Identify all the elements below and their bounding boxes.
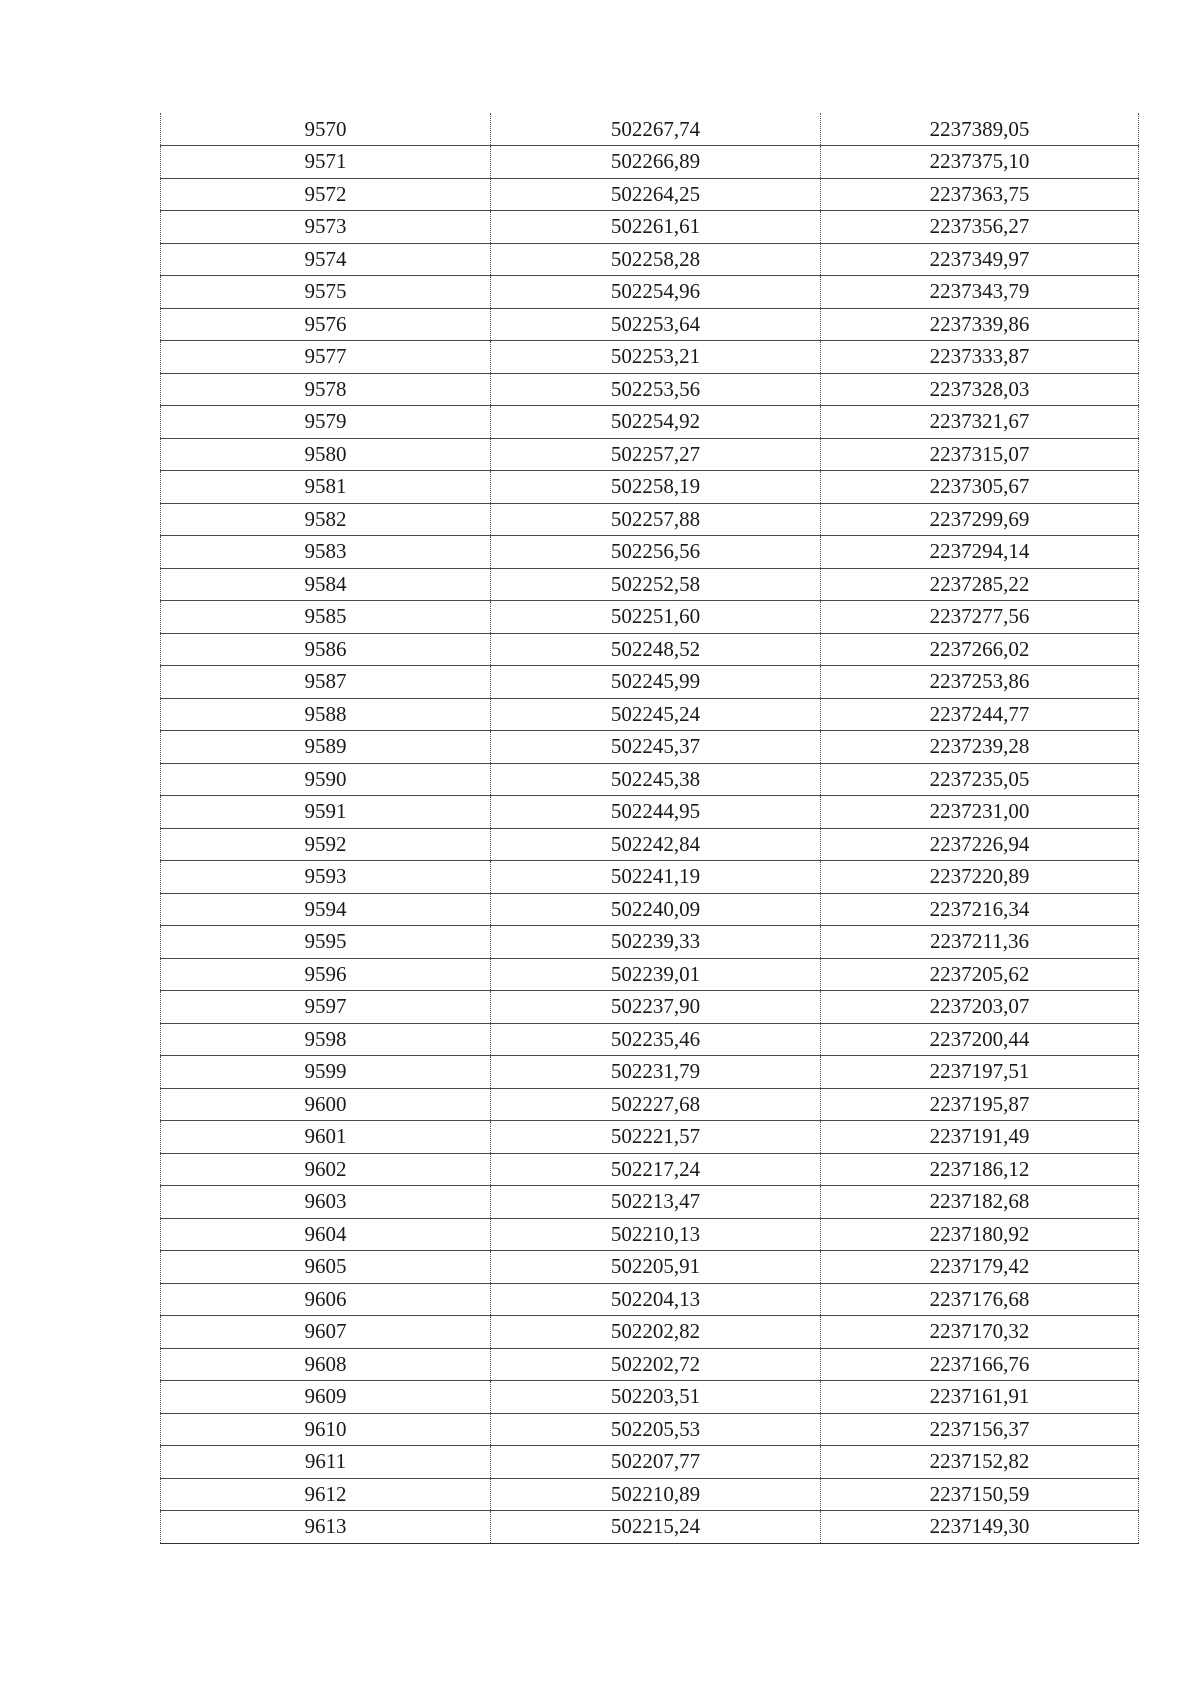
- y-coordinate-cell: 2237200,44: [821, 1023, 1139, 1056]
- coordinate-table-body: [161, 113, 1139, 1543]
- point-number-cell: 9608: [161, 1348, 491, 1381]
- table-row: [161, 438, 1139, 471]
- x-coordinate-cell: 502210,89: [491, 1478, 821, 1511]
- y-coordinate-cell: 2237333,87: [821, 341, 1139, 374]
- table-row: [161, 828, 1139, 861]
- x-coordinate-cell: 502252,58: [491, 568, 821, 601]
- y-coordinate-cell: 2237161,91: [821, 1381, 1139, 1414]
- y-coordinate-cell: 2237191,49: [821, 1121, 1139, 1154]
- x-coordinate-cell: 502264,25: [491, 178, 821, 211]
- y-coordinate-cell: 2237149,30: [821, 1511, 1139, 1544]
- table-row: [161, 1446, 1139, 1479]
- point-number-cell: 9609: [161, 1381, 491, 1414]
- point-number-cell: 9601: [161, 1121, 491, 1154]
- x-coordinate-cell: 502241,19: [491, 861, 821, 894]
- point-number-cell: 9590: [161, 763, 491, 796]
- point-number-cell: 9577: [161, 341, 491, 374]
- y-coordinate-cell: 2237211,36: [821, 926, 1139, 959]
- point-number-cell: 9583: [161, 536, 491, 569]
- x-coordinate-cell: 502217,24: [491, 1153, 821, 1186]
- point-number-cell: 9607: [161, 1316, 491, 1349]
- table-row: [161, 698, 1139, 731]
- x-coordinate-cell: 502235,46: [491, 1023, 821, 1056]
- point-number-cell: 9598: [161, 1023, 491, 1056]
- table-row: [161, 146, 1139, 179]
- x-coordinate-cell: 502258,28: [491, 243, 821, 276]
- x-coordinate-cell: 502248,52: [491, 633, 821, 666]
- y-coordinate-cell: 2237299,69: [821, 503, 1139, 536]
- table-row: [161, 601, 1139, 634]
- y-coordinate-cell: 2237339,86: [821, 308, 1139, 341]
- y-coordinate-cell: 2237195,87: [821, 1088, 1139, 1121]
- y-coordinate-cell: 2237356,27: [821, 211, 1139, 244]
- y-coordinate-cell: 2237328,03: [821, 373, 1139, 406]
- coordinate-table: [160, 113, 1139, 1544]
- point-number-cell: 9613: [161, 1511, 491, 1544]
- table-row: [161, 926, 1139, 959]
- x-coordinate-cell: 502245,37: [491, 731, 821, 764]
- table-row: [161, 1121, 1139, 1154]
- x-coordinate-cell: 502207,77: [491, 1446, 821, 1479]
- y-coordinate-cell: 2237315,07: [821, 438, 1139, 471]
- table-row: [161, 796, 1139, 829]
- table-row: [161, 178, 1139, 211]
- x-coordinate-cell: 502237,90: [491, 991, 821, 1024]
- point-number-cell: 9578: [161, 373, 491, 406]
- point-number-cell: 9610: [161, 1413, 491, 1446]
- table-row: [161, 341, 1139, 374]
- point-number-cell: 9586: [161, 633, 491, 666]
- y-coordinate-cell: 2237294,14: [821, 536, 1139, 569]
- x-coordinate-cell: 502239,01: [491, 958, 821, 991]
- x-coordinate-cell: 502258,19: [491, 471, 821, 504]
- point-number-cell: 9575: [161, 276, 491, 309]
- point-number-cell: 9589: [161, 731, 491, 764]
- y-coordinate-cell: 2237321,67: [821, 406, 1139, 439]
- point-number-cell: 9599: [161, 1056, 491, 1089]
- point-number-cell: 9587: [161, 666, 491, 699]
- x-coordinate-cell: 502245,24: [491, 698, 821, 731]
- y-coordinate-cell: 2237186,12: [821, 1153, 1139, 1186]
- table-row: [161, 731, 1139, 764]
- table-row: [161, 276, 1139, 309]
- y-coordinate-cell: 2237235,05: [821, 763, 1139, 796]
- table-row: [161, 406, 1139, 439]
- y-coordinate-cell: 2237216,34: [821, 893, 1139, 926]
- point-number-cell: 9582: [161, 503, 491, 536]
- point-number-cell: 9570: [161, 113, 491, 146]
- point-number-cell: 9612: [161, 1478, 491, 1511]
- x-coordinate-cell: 502254,92: [491, 406, 821, 439]
- point-number-cell: 9600: [161, 1088, 491, 1121]
- x-coordinate-cell: 502256,56: [491, 536, 821, 569]
- y-coordinate-cell: 2237266,02: [821, 633, 1139, 666]
- point-number-cell: 9605: [161, 1251, 491, 1284]
- table-row: [161, 536, 1139, 569]
- x-coordinate-cell: 502245,38: [491, 763, 821, 796]
- y-coordinate-cell: 2237180,92: [821, 1218, 1139, 1251]
- point-number-cell: 9571: [161, 146, 491, 179]
- x-coordinate-cell: 502254,96: [491, 276, 821, 309]
- table-row: [161, 1381, 1139, 1414]
- x-coordinate-cell: 502202,82: [491, 1316, 821, 1349]
- x-coordinate-cell: 502215,24: [491, 1511, 821, 1544]
- y-coordinate-cell: 2237156,37: [821, 1413, 1139, 1446]
- y-coordinate-cell: 2237179,42: [821, 1251, 1139, 1284]
- y-coordinate-cell: 2237244,77: [821, 698, 1139, 731]
- table-row: [161, 1153, 1139, 1186]
- point-number-cell: 9573: [161, 211, 491, 244]
- table-row: [161, 113, 1139, 146]
- point-number-cell: 9591: [161, 796, 491, 829]
- x-coordinate-cell: 502267,74: [491, 113, 821, 146]
- table-row: [161, 471, 1139, 504]
- point-number-cell: 9576: [161, 308, 491, 341]
- x-coordinate-cell: 502253,56: [491, 373, 821, 406]
- y-coordinate-cell: 2237285,22: [821, 568, 1139, 601]
- y-coordinate-cell: 2237277,56: [821, 601, 1139, 634]
- table-row: [161, 243, 1139, 276]
- y-coordinate-cell: 2237203,07: [821, 991, 1139, 1024]
- x-coordinate-cell: 502231,79: [491, 1056, 821, 1089]
- x-coordinate-cell: 502210,13: [491, 1218, 821, 1251]
- x-coordinate-cell: 502251,60: [491, 601, 821, 634]
- table-row: [161, 373, 1139, 406]
- table-row: [161, 308, 1139, 341]
- x-coordinate-cell: 502213,47: [491, 1186, 821, 1219]
- table-row: [161, 1478, 1139, 1511]
- point-number-cell: 9596: [161, 958, 491, 991]
- y-coordinate-cell: 2237205,62: [821, 958, 1139, 991]
- y-coordinate-cell: 2237375,10: [821, 146, 1139, 179]
- x-coordinate-cell: 502257,88: [491, 503, 821, 536]
- point-number-cell: 9603: [161, 1186, 491, 1219]
- point-number-cell: 9572: [161, 178, 491, 211]
- point-number-cell: 9579: [161, 406, 491, 439]
- point-number-cell: 9593: [161, 861, 491, 894]
- y-coordinate-cell: 2237150,59: [821, 1478, 1139, 1511]
- x-coordinate-cell: 502266,89: [491, 146, 821, 179]
- y-coordinate-cell: 2237253,86: [821, 666, 1139, 699]
- y-coordinate-cell: 2237182,68: [821, 1186, 1139, 1219]
- y-coordinate-cell: 2237349,97: [821, 243, 1139, 276]
- y-coordinate-cell: 2237176,68: [821, 1283, 1139, 1316]
- table-row: [161, 568, 1139, 601]
- x-coordinate-cell: 502205,91: [491, 1251, 821, 1284]
- x-coordinate-cell: 502253,64: [491, 308, 821, 341]
- point-number-cell: 9580: [161, 438, 491, 471]
- table-row: [161, 211, 1139, 244]
- y-coordinate-cell: 2237197,51: [821, 1056, 1139, 1089]
- point-number-cell: 9588: [161, 698, 491, 731]
- point-number-cell: 9606: [161, 1283, 491, 1316]
- y-coordinate-cell: 2237220,89: [821, 861, 1139, 894]
- x-coordinate-cell: 502203,51: [491, 1381, 821, 1414]
- y-coordinate-cell: 2237170,32: [821, 1316, 1139, 1349]
- x-coordinate-cell: 502242,84: [491, 828, 821, 861]
- x-coordinate-cell: 502253,21: [491, 341, 821, 374]
- y-coordinate-cell: 2237239,28: [821, 731, 1139, 764]
- x-coordinate-cell: 502202,72: [491, 1348, 821, 1381]
- table-row: [161, 1056, 1139, 1089]
- table-row: [161, 1186, 1139, 1219]
- table-row: [161, 503, 1139, 536]
- x-coordinate-cell: 502257,27: [491, 438, 821, 471]
- x-coordinate-cell: 502245,99: [491, 666, 821, 699]
- table-row: [161, 958, 1139, 991]
- point-number-cell: 9604: [161, 1218, 491, 1251]
- x-coordinate-cell: 502204,13: [491, 1283, 821, 1316]
- table-row: [161, 991, 1139, 1024]
- y-coordinate-cell: 2237363,75: [821, 178, 1139, 211]
- point-number-cell: 9597: [161, 991, 491, 1024]
- table-row: [161, 861, 1139, 894]
- point-number-cell: 9594: [161, 893, 491, 926]
- point-number-cell: 9574: [161, 243, 491, 276]
- y-coordinate-cell: 2237166,76: [821, 1348, 1139, 1381]
- table-row: [161, 1088, 1139, 1121]
- point-number-cell: 9584: [161, 568, 491, 601]
- table-row: [161, 1251, 1139, 1284]
- x-coordinate-cell: 502227,68: [491, 1088, 821, 1121]
- table-row: [161, 1316, 1139, 1349]
- x-coordinate-cell: 502205,53: [491, 1413, 821, 1446]
- table-row: [161, 1218, 1139, 1251]
- table-row: [161, 1413, 1139, 1446]
- point-number-cell: 9595: [161, 926, 491, 959]
- point-number-cell: 9602: [161, 1153, 491, 1186]
- x-coordinate-cell: 502240,09: [491, 893, 821, 926]
- table-row: [161, 763, 1139, 796]
- point-number-cell: 9611: [161, 1446, 491, 1479]
- y-coordinate-cell: 2237305,67: [821, 471, 1139, 504]
- table-row: [161, 633, 1139, 666]
- x-coordinate-cell: 502239,33: [491, 926, 821, 959]
- y-coordinate-cell: 2237226,94: [821, 828, 1139, 861]
- y-coordinate-cell: 2237152,82: [821, 1446, 1139, 1479]
- y-coordinate-cell: 2237343,79: [821, 276, 1139, 309]
- x-coordinate-cell: 502221,57: [491, 1121, 821, 1154]
- table-row: [161, 1348, 1139, 1381]
- table-row: [161, 1283, 1139, 1316]
- x-coordinate-cell: 502261,61: [491, 211, 821, 244]
- table-row: [161, 666, 1139, 699]
- x-coordinate-cell: 502244,95: [491, 796, 821, 829]
- point-number-cell: 9592: [161, 828, 491, 861]
- table-row: [161, 1511, 1139, 1544]
- y-coordinate-cell: 2237389,05: [821, 113, 1139, 146]
- point-number-cell: 9585: [161, 601, 491, 634]
- y-coordinate-cell: 2237231,00: [821, 796, 1139, 829]
- table-row: [161, 893, 1139, 926]
- point-number-cell: 9581: [161, 471, 491, 504]
- table-row: [161, 1023, 1139, 1056]
